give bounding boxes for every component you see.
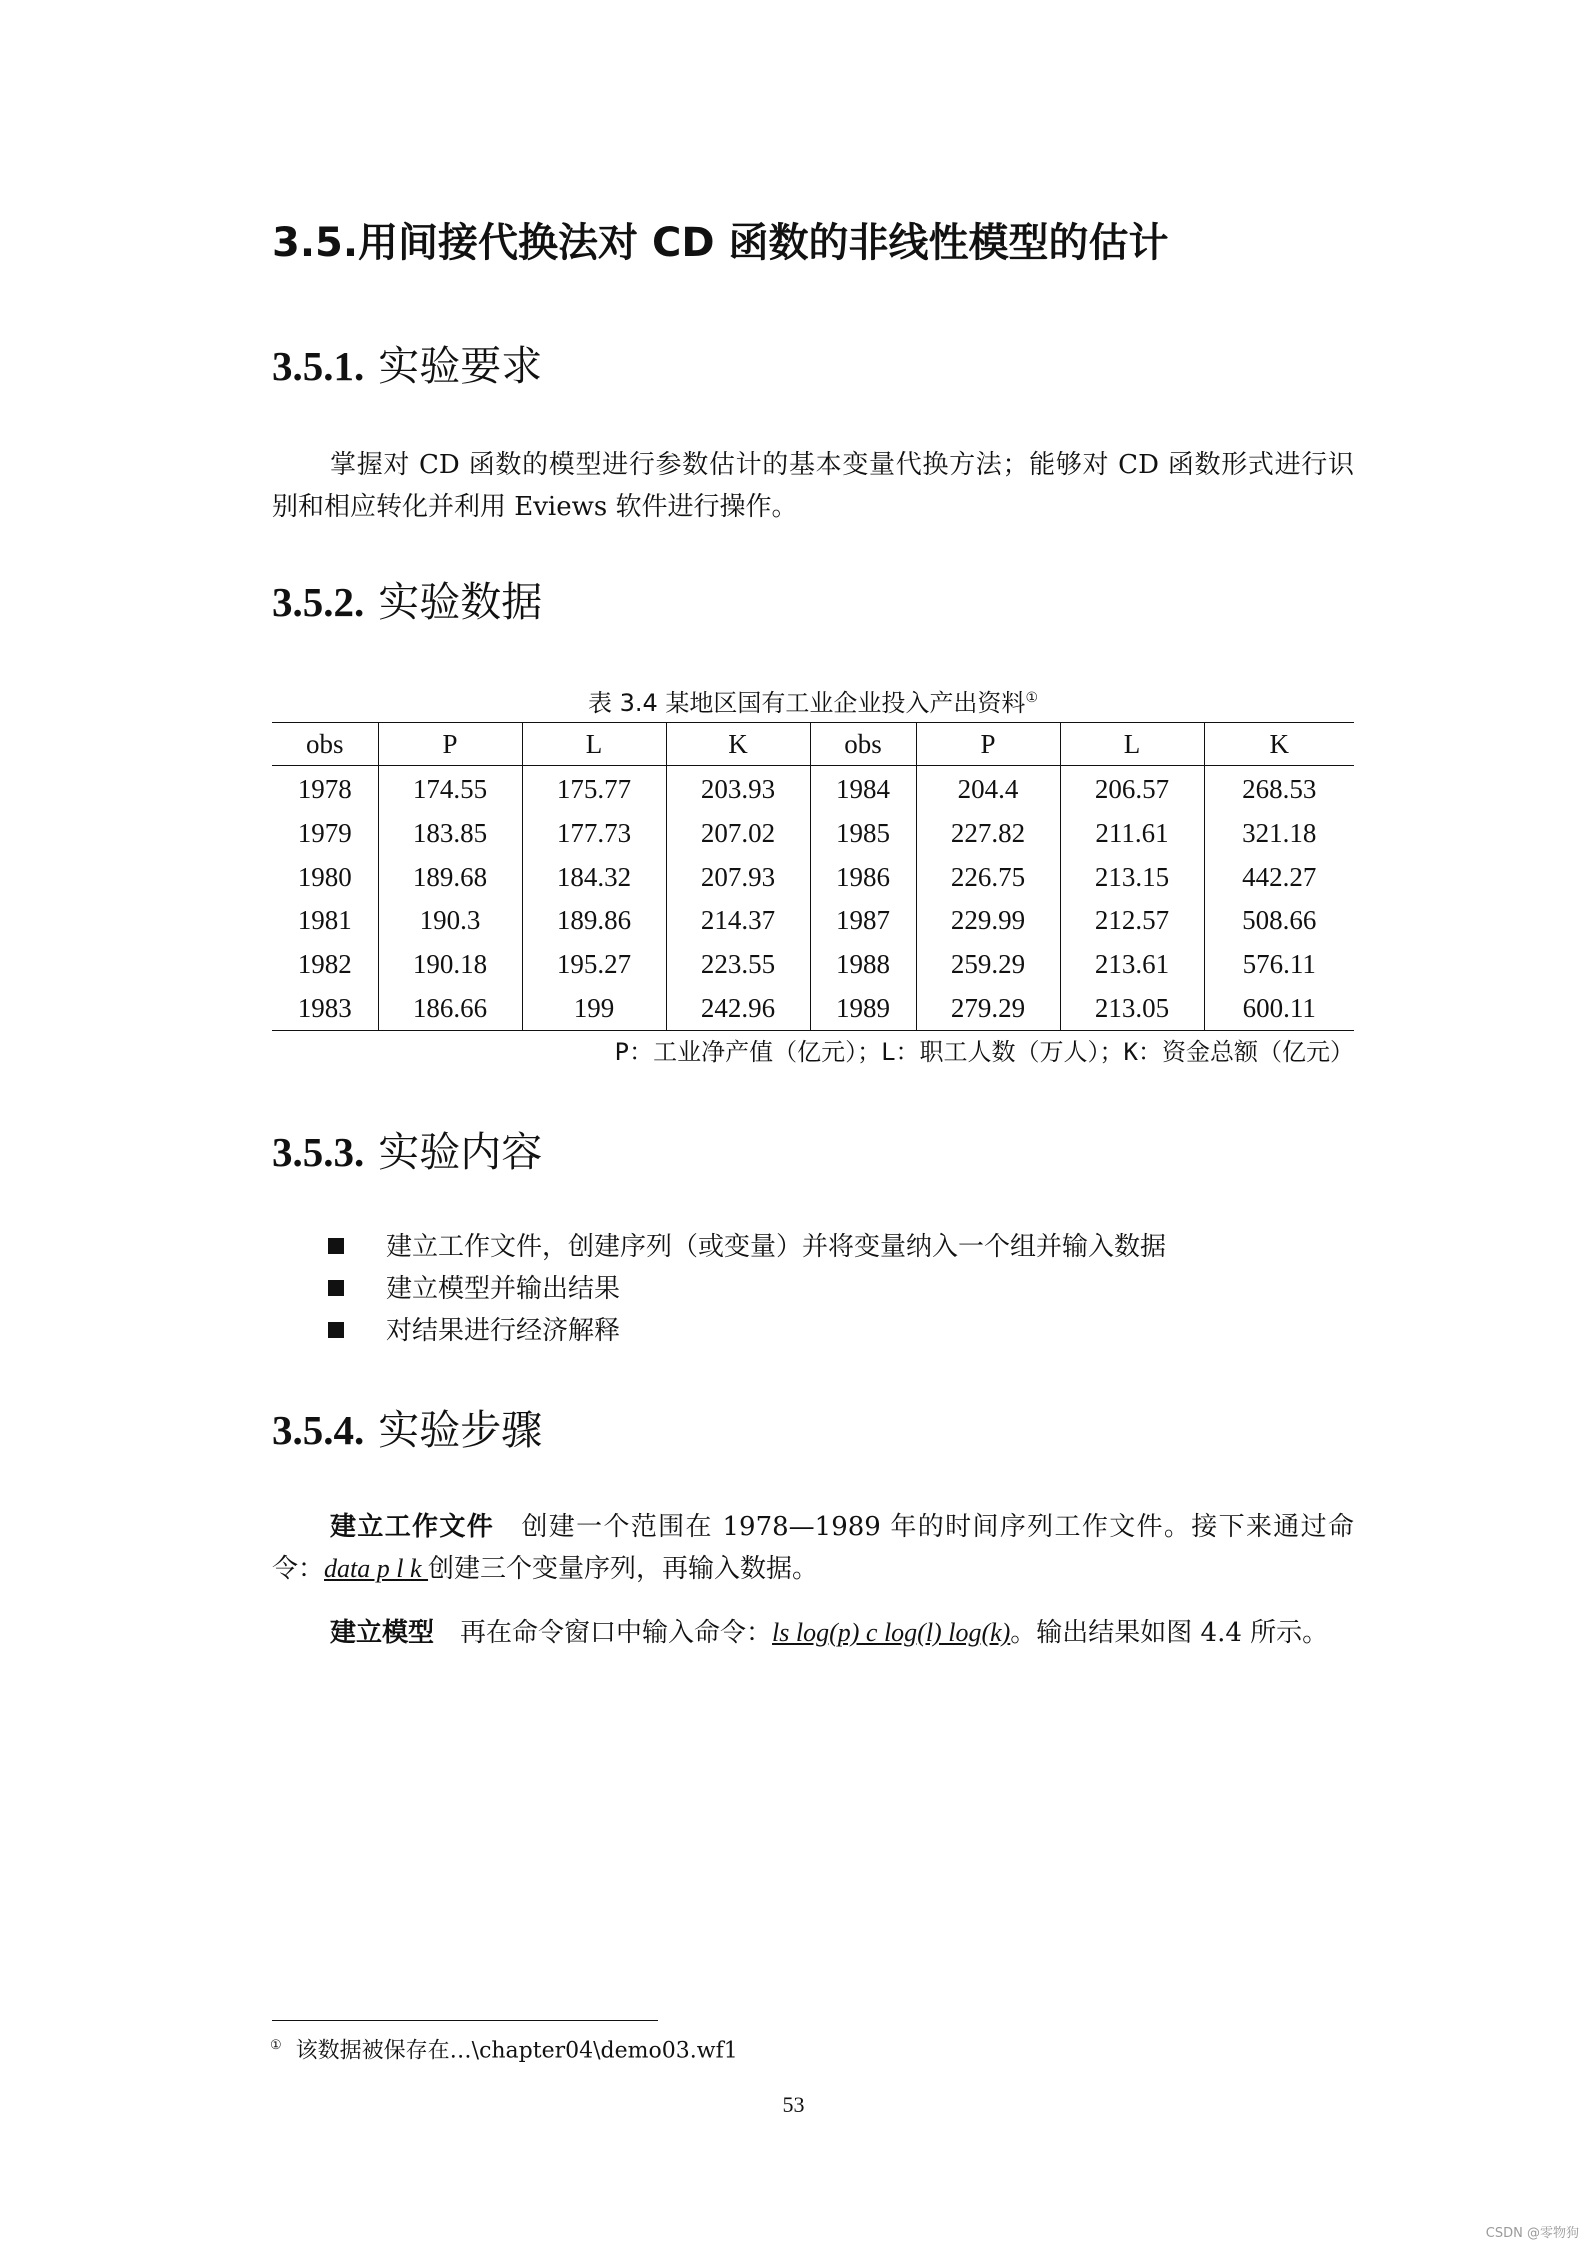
subsection-heading-content [272,1124,542,1180]
list-item-text: 对结果进行经济解释 [386,1316,621,1346]
table-cell: 206.57 [1060,766,1204,812]
subsection-number: 3.5.2. [272,579,365,625]
step-paragraph-workfile [272,1506,1354,1590]
bullet-square-icon [328,1322,344,1338]
bullet-square-icon [328,1238,344,1254]
footnote-marker: ① [270,2038,282,2053]
table-cell: 229.99 [916,899,1060,943]
column-header: P [916,723,1060,766]
table-cell: 207.93 [666,855,810,899]
table-cell: 1987 [810,899,916,943]
table-cell: 1988 [810,943,916,987]
subsection-heading-steps [272,1402,542,1458]
column-header: P [378,723,522,766]
step-paragraph-model [272,1612,1354,1654]
subsection-title: 实验步骤 [378,1406,543,1454]
command-text: ls log(p) c log(l) log(k) [772,1618,1011,1647]
table-cell: 175.77 [522,766,666,812]
column-header: K [1204,723,1354,766]
table-cell: 212.57 [1060,899,1204,943]
table-cell: 223.55 [666,943,810,987]
subsection-number: 3.5.3. [272,1129,365,1175]
page-number: 53 [782,2092,805,2117]
footnote-marker: ① [1025,690,1038,706]
table-cell: 508.66 [1204,899,1354,943]
table-cell: 213.15 [1060,855,1204,899]
table-row [272,766,1354,812]
table-caption-text: 表 3.4 某地区国有工业企业投入产出资料 [588,689,1026,717]
table-cell: 204.4 [916,766,1060,812]
table-cell: 174.55 [378,766,522,812]
table-cell: 600.11 [1204,986,1354,1030]
list-item-text: 建立模型并输出结果 [386,1274,621,1304]
section-title: 3.5.用间接代换法对 CD 函数的非线性模型的估计 [272,220,1169,266]
table-cell: 227.82 [916,812,1060,856]
table-row [272,943,1354,987]
table-cell: 207.02 [666,812,810,856]
list-item [328,1268,1166,1310]
table-cell: 1983 [272,986,378,1030]
table-cell: 321.18 [1204,812,1354,856]
table-cell: 186.66 [378,986,522,1030]
table-cell: 1985 [810,812,916,856]
list-item [328,1310,1166,1352]
column-header: L [1060,723,1204,766]
table-cell: 279.29 [916,986,1060,1030]
content-list [328,1226,1166,1352]
table-cell: 442.27 [1204,855,1354,899]
column-header: obs [810,723,916,766]
table-cell: 1989 [810,986,916,1030]
table-row [272,812,1354,856]
subsection-number: 3.5.4. [272,1407,365,1453]
list-item [328,1226,1166,1268]
table-row [272,855,1354,899]
table-cell: 1978 [297,774,352,805]
step-label: 建立工作文件 [330,1512,495,1542]
table-header-row [272,723,1354,766]
table-cell: 184.32 [522,855,666,899]
column-header: L [522,723,666,766]
requirements-paragraph [272,444,1354,528]
footnote-divider [272,2020,658,2021]
watermark: CSDN @零物狗 [1485,2226,1579,2241]
table-cell: 1982 [297,949,352,980]
column-header: obs [272,723,378,766]
step-text: 。输出结果如图 4.4 所示。 [1010,1618,1329,1648]
table-cell: 213.05 [1060,986,1204,1030]
table-cell: 1984 [810,766,916,812]
table-cell: 199 [522,986,666,1030]
table-cell: 576.11 [1204,943,1354,987]
table-cell: 213.61 [1060,943,1204,987]
table-cell: 268.53 [1204,766,1354,812]
table-cell: 259.29 [916,943,1060,987]
subsection-title: 实验要求 [378,342,543,390]
table-cell: 189.68 [378,855,522,899]
footnote-text: 该数据被保存在…\chapter04\demo03.wf1 [295,2038,738,2064]
subsection-number: 3.5.1. [272,343,365,389]
subsection-title: 实验数据 [378,578,543,626]
table-note: P：工业净产值（亿元）；L：职工人数（万人）；K：资金总额（亿元） [614,1038,1354,1066]
table-row [272,986,1354,1030]
table-cell: 1980 [297,861,352,892]
subsection-heading-requirements [272,338,542,394]
table-row [272,899,1354,943]
list-item-text: 建立工作文件，创建序列（或变量）并将变量纳入一个组并输入数据 [386,1232,1167,1262]
table-cell: 1979 [297,818,352,849]
subsection-heading-data [272,574,542,630]
table-cell: 190.18 [378,943,522,987]
table-cell: 195.27 [522,943,666,987]
subsection-title: 实验内容 [378,1128,543,1176]
table-cell: 183.85 [378,812,522,856]
step-text: 创建三个变量序列，再输入数据。 [428,1554,819,1584]
requirements-text: 掌握对 CD 函数的模型进行参数估计的基本变量代换方法；能够对 CD 函数形式进行识别和相应转化并利用 Eviews 软件进行操作。 [272,450,1354,522]
footnote [270,2031,738,2066]
table-cell: 1981 [297,905,352,936]
table-caption [272,681,1354,720]
data-table [272,722,1354,1031]
command-text: data p l k [324,1554,429,1583]
table-cell: 214.37 [666,899,810,943]
table-cell: 177.73 [522,812,666,856]
table-cell: 189.86 [522,899,666,943]
table-cell: 211.61 [1060,812,1204,856]
step-label: 建立模型 [330,1618,435,1648]
table-cell: 1986 [810,855,916,899]
bullet-square-icon [328,1280,344,1296]
step-text: 创建一个范围在 1978—1989 年的时间序列工作文件。接下来通过命令： [272,1512,1354,1584]
table-cell: 190.3 [378,899,522,943]
table-cell: 226.75 [916,855,1060,899]
column-header: K [666,723,810,766]
step-text: 再在命令窗口中输入命令： [460,1618,773,1648]
table-cell: 242.96 [666,986,810,1030]
table-cell: 203.93 [666,766,810,812]
